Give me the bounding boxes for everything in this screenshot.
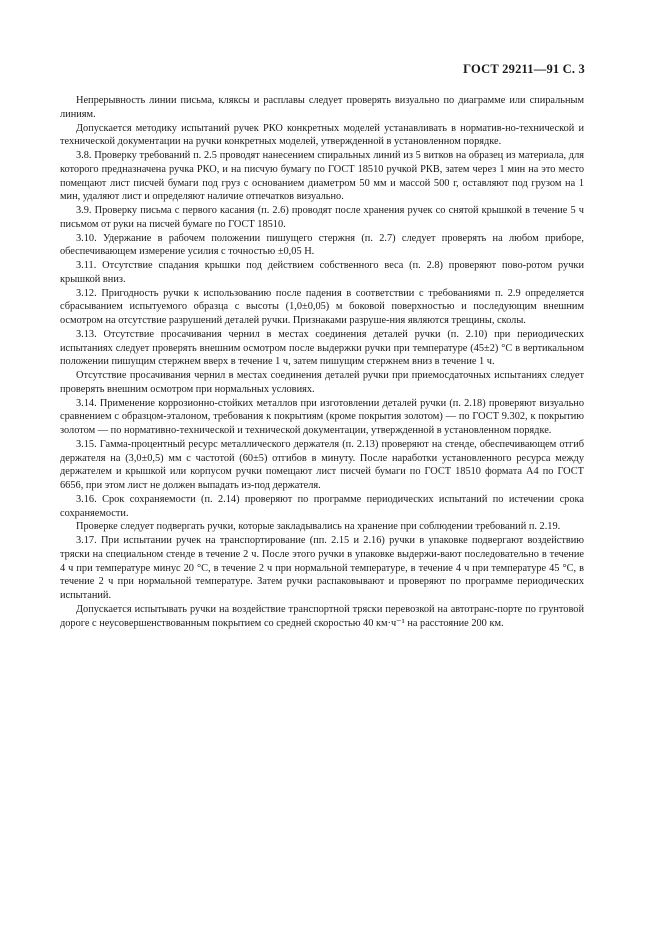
paragraph-3-16-storage: Проверке следует подвергать ручки, которые закладывались на хранение при соблюдении требований п. 2.19. <box>76 521 561 533</box>
paragraph-3-8: 3.8. Проверку требований п. 2.5 проводят нанесением спиральных линий из 5 витков на образец из материала, для которого предназначена ручка РКО, и на писчую бумагу по ГОСТ 18510 ручкой РКВ, затем через 1 мин на это место помещают лист писчей бумаги под груз с основанием диаметром 50 мм и массой 500 г, оставляют под грузом на 1 мин, удаляют лист и определяют наличие отпечатков визуально. <box>60 150 584 203</box>
document-body <box>60 94 584 630</box>
paragraph-3-17: 3.17. При испытании ручек на транспортирование (пп. 2.15 и 2.16) ручки в упаковке подвергают воздействию тряски на специальном стенде в течение 2 ч. После этого ручки в упаковке выдержи-вают последовательно в течение 4 ч при температуре минус 20 °С, в течение 2 ч при нормальной температуре, в течение 4 ч при температуре 45 °С, в течение 2 ч при нормальной температуре. Затем ручки распаковывают и проверяют по программе периодических испытаний. <box>60 535 584 601</box>
paragraph-3-10: 3.10. Удержание в рабочем положении пишущего стержня (п. 2.7) следует проверять на любом приборе, обеспечивающем измерение усилия с точностью ±0,05 Н. <box>60 232 584 258</box>
paragraph-3-17-transport: Допускается испытывать ручки на воздействие транспортной тряски перевозкой на автотранс-порте по грунтовой дороге с неусовершенствованным покрытием со средней скоростью 40 км·ч⁻¹ на расстояние 200 км. <box>60 603 584 629</box>
paragraph-3-12: 3.12. Пригодность ручки к использованию после падения в соответствии с требованиями п. 2.9 определяется сбрасыванием испытуемого образца с высоты (1,0±0,05) м боковой поверхностью и последующим внешним осмотром на отсутствие разрушений деталей ручки. Признаками разруше-ния являются трещины, сколы. <box>60 287 584 326</box>
paragraph-3-9: 3.9. Проверку письма с первого касания (п. 2.6) проводят после хранения ручек со снятой крышкой в течение 5 ч письмом от руки на писчей бумаге по ГОСТ 18510. <box>60 205 584 230</box>
paragraph-3-11: 3.11. Отсутствие спадания крышки под действием собственного веса (п. 2.8) проверяют пово-ротом ручки крышкой вниз. <box>60 260 584 285</box>
paragraph-rko-methodology: Допускается методику испытаний ручек РКО конкретных моделей устанавливать в норматив-но-технической и технической документации на ручки конкретных моделей, утвержденной в установленном порядке. <box>60 122 584 148</box>
paragraph-3-15: 3.15. Гамма-процентный ресурс металлического держателя (п. 2.13) проверяют на стенде, обеспечивающем отгиб держателя на (3,0±0,5) мм с частотой (60±5) отгибов в минуту. После наработки установленного ресурса между держателем и крышкой или корпусом ручки помещают лист писчей бумаги по ГОСТ 18510 формата А4 по ГОСТ 6656, при этом лист не должен выпадать из-под держателя. <box>60 438 584 491</box>
page-header: ГОСТ 29211—91 С. 3 <box>463 62 585 76</box>
paragraph-3-13-acceptance: Отсутствие просачивания чернил в местах соединения деталей ручки при приемосдаточных испытаниях следует проверять внешним осмотром при нормальных условиях. <box>60 370 584 395</box>
paragraph-3-14: 3.14. Применение коррозионно-стойких металлов при изготовлении деталей ручки (п. 2.18) проверяют визуально сравнением с образцом-эталоном, требования к покрытиям (кроме покрытия золотом) — по ГОСТ 9.302, к покрытию золотом — по нормативно-технической и технической документации, утвержденной в установленном порядке. <box>60 397 584 436</box>
paragraph-3-13: 3.13. Отсутствие просачивания чернил в местах соединения деталей ручки (п. 2.10) при периодических испытаниях следует проверять внешним осмотром после выдержки ручки при температуре (45±2) °С в вертикальном положении пишущим стержнем вверх в течение 1 ч, затем пишущим стержнем вниз в течение 1 ч. <box>60 328 584 368</box>
paragraph-3-16: 3.16. Срок сохраняемости (п. 2.14) проверяют по программе периодических испытаний по истечении срока сохраняемости. <box>60 493 584 519</box>
paragraph-continuity: Непрерывность линии письма, кляксы и расплавы следует проверять визуально по диаграмме или спиральным линиям. <box>60 95 584 120</box>
